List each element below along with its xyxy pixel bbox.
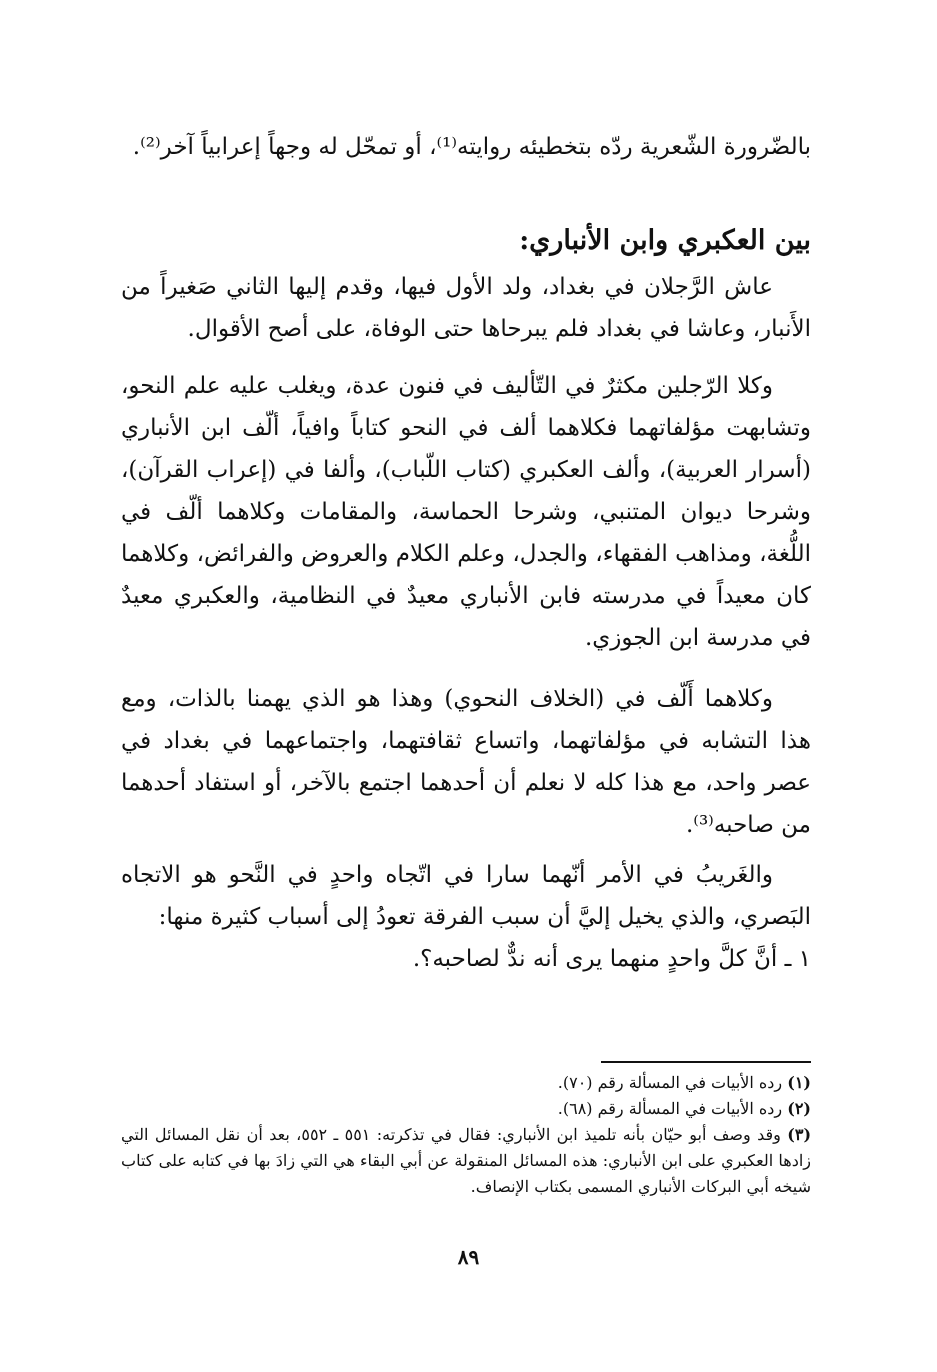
footnote-text: رده الأبيات في المسألة رقم (٦٨). (557, 1099, 783, 1118)
footnote-text: رده الأبيات في المسألة رقم (٧٠). (557, 1073, 783, 1092)
paragraph-4: والغَريبُ في الأمر أنّهما سارا في اتّجاه واحدٍ في النَّحو هو الاتجاه البَصري، والذي يخيل إليَّ أن سبب الفرقة تعودُ إلى أسباب كثيرة منها: (121, 862, 811, 930)
footnote-1 (121, 1070, 811, 1096)
footnote-number: (١) (787, 1073, 811, 1092)
page-number: ٨٩ (457, 1245, 480, 1269)
paragraph-2: وكلا الرّجلين مكثرٌ في التّأليف في فنون عدة، ويغلب عليه علم النحو، وتشابهت مؤلفاتهما فكلاهما ألف في النحو كتاباً وافياً، ألّف ابن الأنباري (أسرار العربية)، وألف العكبري (كتاب اللّباب)، وألفا في (إعراب القرآن)، وشرحا ديوان المتنبي، وشرحا الحماسة، والمقامات وكلاهما ألّف في اللُّغة، ومذاهب الفقهاء، والجدل، وعلم الكلام والعروض والفرائض، وكلاهما كان معيداً في مدرسته فابن الأنباري معيدٌ في النظامية، والعكبري معيدٌ في مدرسة ابن الجوزي. (121, 373, 811, 651)
footnote-number: (٣) (787, 1125, 812, 1144)
footnote-number: (٢) (787, 1099, 811, 1118)
footnotes-list (121, 1070, 811, 1200)
paragraph-1: عاش الرَّجلان في بغداد، ولد الأول فيها، وقدم إليها الثاني صَغيراً من الأَنبار، وعاشا في بغداد فلم يبرحاها حتى الوفاة، على أصح الأقوال. (121, 274, 811, 342)
footnote-text: وقد وصف أبو حيّان بأنه تلميذ ابن الأنباري: فقال في تذكرته: ٥٥١ ـ ٥٥٢، بعد أن نقل المسائل التي زادها العكبري على ابن الأنباري: هذه المسائل المنقولة عن أبي البقاء هي التي زادَ بها في كتابه على كتاب شيخه أبي البركات الأنباري المسمى بكتاب الإنصاف. (121, 1125, 811, 1196)
intro-line: بالضّرورة الشّعرية ردّه بتخطيئه روايته⁽¹⁾، أو تمحّل له وجهاً إعرابياً آخر⁽²⁾. (132, 134, 811, 160)
footnote-2 (121, 1096, 811, 1122)
footnote-3 (121, 1122, 811, 1200)
footnote-divider (601, 1061, 811, 1063)
section-heading: بين العكبري وابن الأنباري: (519, 225, 811, 256)
paragraph-3: وكلاهما أَلّف في (الخلاف النحوي) وهذا هو الذي يهمنا بالذات، ومع هذا التشابه في مؤلفاتهما، واتساع ثقافتهما، واجتماعهما في بغداد في عصر واحد، مع هذا كله لا نعلم أن أحدهما اجتمع بالآخر، أو استفاد أحدهما من صاحبه⁽³⁾. (121, 686, 811, 838)
list-item-1: ١ ـ أنَّ كلَّ واحدٍ منهما يرى أنه ندٌّ لصاحبه؟. (412, 946, 811, 972)
